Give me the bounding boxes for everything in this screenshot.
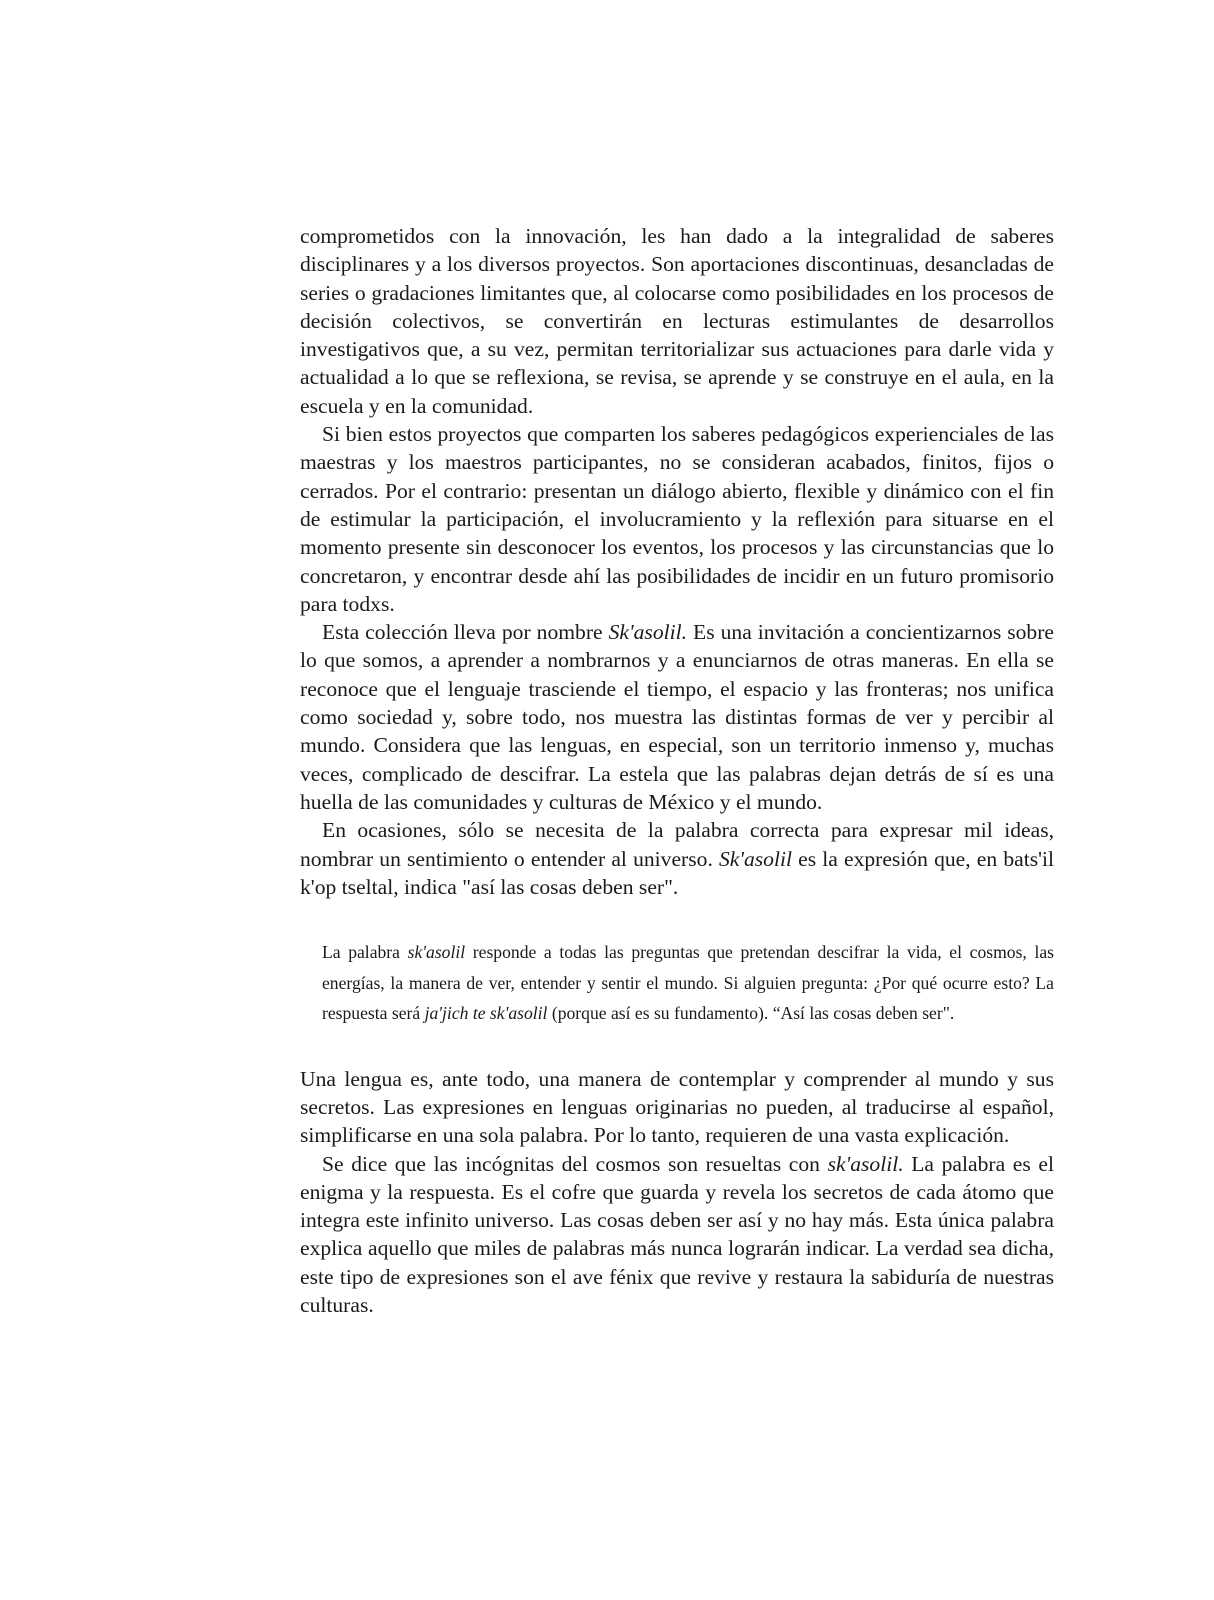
quote-text-end: (porque así es su fundamento). “Así las cosas deben ser". — [547, 1003, 955, 1024]
paragraph-3-text-start: Esta colección lleva por nombre — [322, 620, 609, 645]
paragraph-4-text-end: es la expresión que, en bats'il k'op tseltal, indica "así las cosas deben ser". — [300, 846, 1054, 899]
paragraph-6-text-start: Se dice que las incógnitas del cosmos son resueltas con — [322, 1151, 828, 1176]
paragraph-2-text: Si bien estos proyectos que comparten los saberes pedagógicos experienciales de las maestras y los maestros participantes, no se consideran acabados, finitos, fijos o cerrados. Por el contrario: presentan un diálogo abierto, flexible y dinámico con el fin de estimular la participación, el involucramiento y la reflexión para situarse en el momento presente sin desconocer los eventos, los procesos y las circunstancias que lo concretaron, y encontrar desde ahí las posibilidades de incidir en un futuro promisorio para todxs. — [300, 422, 1054, 616]
paragraph-2 — [300, 420, 1054, 618]
quote-text-start: La palabra — [322, 942, 408, 963]
paragraph-3-term: Sk'asolil. — [608, 620, 688, 645]
paragraph-1 — [300, 222, 1054, 420]
paragraph-4 — [300, 816, 1054, 901]
paragraph-3-text-end: Es una invitación a concientizarnos sobre lo que somos, a aprender a nombrarnos y a enunciarnos de otras maneras. En ella se reconoce que el lenguaje trasciende el tiempo, el espacio y las fronteras; nos unifica como sociedad y, sobre todo, nos muestra las distintas formas de ver y percibir al mundo. Considera que las lenguas, en especial, son un territorio inmenso y, muchas veces, complicado de descifrar. La estela que las palabras dejan detrás de sí es una huella de las comunidades y culturas de México y el mundo. — [300, 620, 1055, 814]
paragraph-6-text-end: La palabra es el enigma y la respuesta. Es el cofre que guarda y revela los secretos de cada átomo que integra este infinito universo. Las cosas deben ser así y no hay más. Esta única palabra explica aquello que miles de palabras más nunca lograrán indicar. La verdad sea dicha, este tipo de expresiones son el ave fénix que revive y restaura la sabiduría de nuestras culturas. — [300, 1151, 1054, 1317]
paragraph-4-term: Sk'asolil — [718, 846, 792, 871]
quote-term-2: ja'jich te sk'asolil — [424, 1003, 548, 1024]
paragraph-5-text: Una lengua es, ante todo, una manera de contemplar y comprender al mundo y sus secretos. Las expresiones en lenguas originarias no pueden, al traducirse al español, simplificarse en una sola palabra. Por lo tanto, requieren de una vasta explicación. — [300, 1066, 1054, 1148]
quote-text-middle: responde a todas las preguntas que pretendan descifrar la vida, el cosmos, las energías, la manera de ver, entender y sentir el mundo. Si alguien pregunta: ¿Por qué ocurre esto? La respuesta será — [322, 942, 1054, 1024]
quote-term-1: sk'asolil — [407, 942, 466, 963]
paragraph-4-text-start: En ocasiones, sólo se necesita de la palabra correcta para expresar mil ideas, nombrar un sentimiento o entender al universo. — [300, 818, 1054, 871]
paragraph-1-text: comprometidos con la innovación, les han dado a la integralidad de saberes disciplinares y a los diversos proyectos. Son aportaciones discontinuas, desancladas de series o gradaciones limitantes que, al colocarse como posibilidades en los procesos de decisión colectivos, se convertirán en lecturas estimulantes de desarrollos investigativos que, a su vez, permitan territorializar sus actuaciones para darle vida y actualidad a lo que se reflexiona, se revisa, se aprende y se construye en el aula, en la escuela y en la comunidad. — [300, 224, 1054, 418]
paragraph-6 — [300, 1150, 1054, 1320]
page-body — [300, 222, 1054, 1319]
paragraph-6-term: sk'asolil. — [827, 1151, 904, 1176]
paragraph-5 — [300, 1065, 1054, 1150]
paragraph-3 — [300, 618, 1054, 816]
block-quote — [322, 937, 1054, 1029]
